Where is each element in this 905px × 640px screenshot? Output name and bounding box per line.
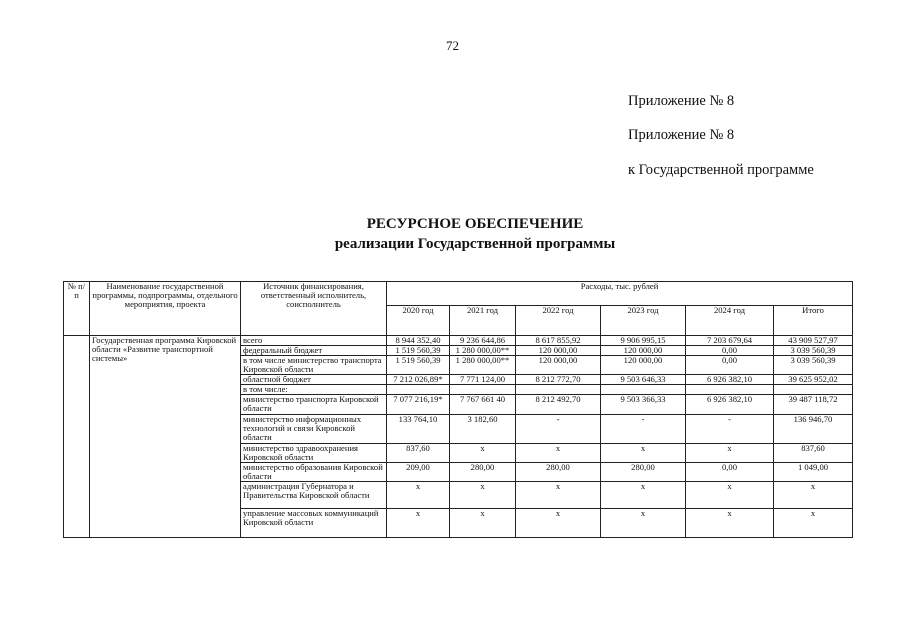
annex-line-1: Приложение № 8 [628,93,735,109]
annex-line-3: к Государственной программе [628,162,814,178]
value-cell: 7 203 679,64 [686,336,774,346]
header-name: Наименование государственной программы, подпрограммы, отдельного мероприятия, проекта [90,282,241,336]
total-cell: х [774,509,853,538]
value-cell: 1 519 560,39 [387,346,450,356]
value-cell: 120 000,00 [601,356,686,375]
value-cell: 9 503 646,33 [601,375,686,385]
total-cell: 39 625 952,02 [774,375,853,385]
value-cell [450,385,516,395]
value-cell: 9 503 366,33 [601,395,686,415]
total-cell: х [774,482,853,509]
document-subtitle: реализации Государственной программы [334,236,616,252]
source-cell: министерство образования Кировской области [241,463,387,482]
source-cell: администрация Губернатора и Правительства Кировской области [241,482,387,509]
value-cell: 120 000,00 [601,346,686,356]
total-cell: 136 946,70 [774,415,853,444]
resource-table [63,281,853,538]
value-cell: 0,00 [686,463,774,482]
value-cell: 7 077 216,19* [387,395,450,415]
value-cell: х [601,444,686,463]
header-year-2023: 2023 год [601,306,686,336]
source-cell: министерство здравоохранения Кировской области [241,444,387,463]
document-title: РЕСУРСНОЕ ОБЕСПЕЧЕНИЕ [366,216,584,232]
value-cell: х [516,444,601,463]
value-cell: 8 212 492,70 [516,395,601,415]
value-cell: 120 000,00 [516,356,601,375]
source-cell: в том числе: [241,385,387,395]
value-cell: 3 182,60 [450,415,516,444]
value-cell: х [516,509,601,538]
value-cell: х [601,482,686,509]
value-cell: 8 944 352,40 [387,336,450,346]
value-cell [387,385,450,395]
page-number: 72 [446,38,459,53]
source-cell: министерство транспорта Кировской области [241,395,387,415]
value-cell: 6 926 382,10 [686,395,774,415]
header-num: № п/п [64,282,90,336]
value-cell: 0,00 [686,346,774,356]
value-cell: 8 212 772,70 [516,375,601,385]
value-cell: х [686,482,774,509]
header-year-2024: 2024 год [686,306,774,336]
value-cell: 1 280 000,00** [450,346,516,356]
value-cell [686,385,774,395]
value-cell: х [450,482,516,509]
header-source: Источник финансирования, ответственный исполнитель, соисполнитель [241,282,387,336]
value-cell: 6 926 382,10 [686,375,774,385]
source-cell: всего [241,336,387,346]
total-cell: 1 049,00 [774,463,853,482]
value-cell: х [450,444,516,463]
value-cell: х [516,482,601,509]
value-cell: 837,60 [387,444,450,463]
value-cell: 1 280 000,00** [450,356,516,375]
value-cell: х [686,509,774,538]
program-name-cell: Государственная программа Кировской области «Развитие транспортной системы» [90,336,241,538]
value-cell: 0,00 [686,356,774,375]
value-cell: 280,00 [601,463,686,482]
value-cell: х [686,444,774,463]
header-total: Итого [774,306,853,336]
value-cell: х [387,482,450,509]
header-year-2020: 2020 год [387,306,450,336]
total-cell [774,385,853,395]
value-cell [516,385,601,395]
annex-line-2: Приложение № 8 [628,127,735,143]
value-cell: 133 764,10 [387,415,450,444]
total-cell: 39 487 118,72 [774,395,853,415]
source-cell: управление массовых коммуникаций Кировской области [241,509,387,538]
header-expenses: Расходы, тыс. рублей [387,282,853,306]
value-cell: 7 767 661 40 [450,395,516,415]
value-cell: х [601,509,686,538]
source-cell: министерство информационных технологий и связи Кировской области [241,415,387,444]
value-cell: 1 519 560,39 [387,356,450,375]
value-cell: 209,00 [387,463,450,482]
header-year-2022: 2022 год [516,306,601,336]
source-cell: в том числе министерство транспорта Кировской области [241,356,387,375]
value-cell: 120 000,00 [516,346,601,356]
total-cell: 3 039 560,39 [774,356,853,375]
value-cell: 280,00 [450,463,516,482]
value-cell: - [686,415,774,444]
source-cell: федеральный бюджет [241,346,387,356]
value-cell: х [450,509,516,538]
value-cell: 280,00 [516,463,601,482]
value-cell: 9 236 644,86 [450,336,516,346]
header-year-2021: 2021 год [450,306,516,336]
value-cell: - [516,415,601,444]
row-number-cell [64,336,90,538]
value-cell: 7 771 124,00 [450,375,516,385]
value-cell: 8 617 855,92 [516,336,601,346]
total-cell: 3 039 560,39 [774,346,853,356]
total-cell: 43 909 527,97 [774,336,853,346]
value-cell: - [601,415,686,444]
value-cell: х [387,509,450,538]
value-cell: 7 212 026,89* [387,375,450,385]
table-row [64,336,853,346]
source-cell: областной бюджет [241,375,387,385]
value-cell: 9 906 995,15 [601,336,686,346]
value-cell [601,385,686,395]
total-cell: 837,60 [774,444,853,463]
